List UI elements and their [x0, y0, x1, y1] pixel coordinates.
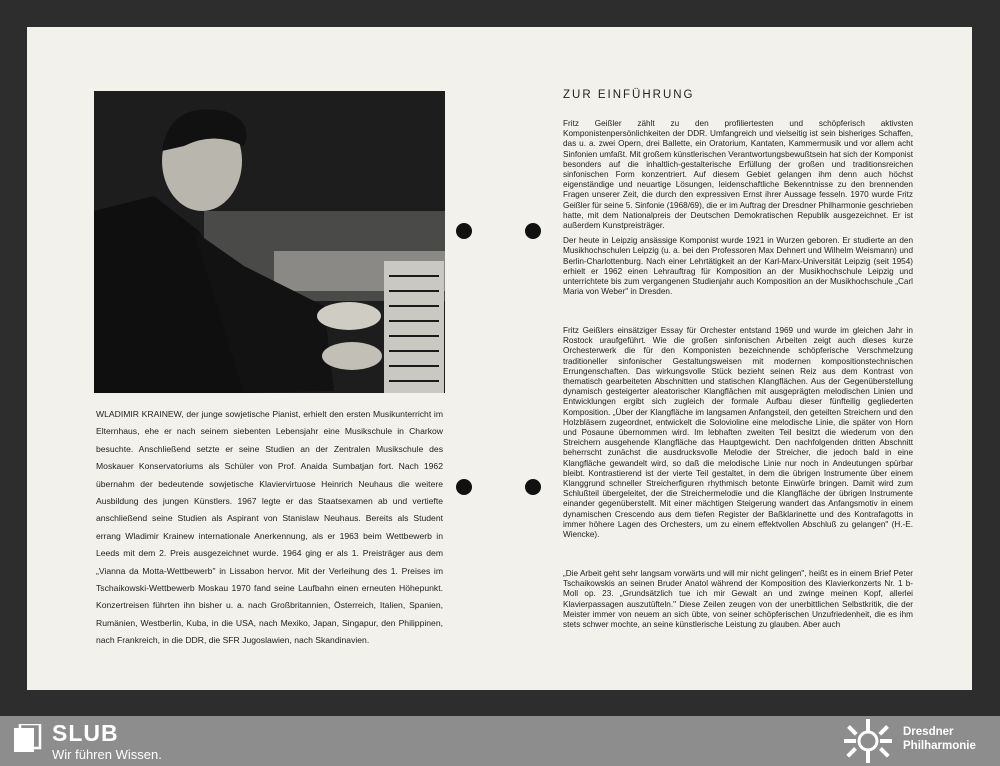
intro-paragraph-1: Fritz Geißler zählt zu den profiliertesten und schöpferisch aktivsten Komponistenpersönlichkeiten der DDR. Umfangreich und vielseitig ist sein bisheriges Schaffen, das u. a. zwei Opern, drei Ballette, ein Oratorium, Kantaten, Kammermusik und vor allem acht Sinfonien umfaßt. Mit großem künstlerischen Verantwortungsbewußtsein hat sich der Komponist besonders auf die inhaltlich-gestalterische Erfüllung der großen und traditionsreichen sinfonischen Form konzentriert. Auf diesem Gebiet gelangen ihm denn auch höchst eigenständige und neuartige Lösungen, leidenschaftliche Bekenntnisse zu den brennenden Fragen unserer Zeit, die durch den expressiven Ernst ihrer Aussage fesseln. 1970 wurde Fritz Geißler für seine 5. Sinfonie (1968/69), die er im Auftrag der Dresdner Philharmonie geschrieben hatte, mit dem Nationalpreis der Deutschen Demokratischen Republik ausgezeichnet. Er ist außerdem Kunstpreisträger. — [563, 119, 913, 231]
punch-hole — [456, 223, 472, 239]
punch-hole — [456, 479, 472, 495]
footer-bar — [0, 716, 1000, 766]
slub-name: SLUB — [52, 720, 119, 746]
intro-paragraph-3: Fritz Geißlers einsätziger Essay für Orchester entstand 1969 und wurde im gleichen Jahr in Rostock uraufgeführt. Wie die großen sinfonischen Arbeiten zeigt auch dieses kurze Orchesterwerk die für den Komponisten bezeichnende schöpferische Verschmelzung traditioneller sinfonischer Gestaltungsweisen mit modernen kompositionstechnischen Errungenschaften. Das wirkungsvolle Stück bezieht seinen Reiz aus dem Kontrast von thematisch gearbeiteten Abschnitten und statischen Klangflächen. Aus der Gegenüberstellung dynamisch gesteigerter aleatorischer Klangflächen mit ausgeprägten melodischen Linien und Entwicklungen ergibt sich zugleich der formale Aufbau dieser fünfteilig gegliederten Komposition. „Über der Klangfläche im langsamen Anfangsteil, den geteilten Streichern und den Holzbläsern zugeordnet, entwickelt die Solovioline eine melodische Linie, die später von Horn und Posaune übernommen wird. Im lebhaften zweiten Teil besitzt die wiederum von den Streichern ausgehende Klangfläche das Hauptgewicht. Den nachfolgenden dritten Abschnitt beherrscht zunächst die ausdrucksvolle Melodie der Streicher, die jedoch bald in eine Klangfläche gewandelt wird, so daß die melodische Linie nur noch in Andeutungen spürbar bleibt. Kontrastierend ist der vierte Teil gestaltet, in dem die übrigen Instrumente über einem Klanggrund schneller Streicherfiguren rhythmisch betonte Einwürfe bringen. Damit wird zum Schlußteil übergeleitet, der die Streichermelodie und die Klangfläche der übrigen Instrumente einander gegenüberstellt. Mit einer mächtigen Steigerung wandert das Anfangsmotiv in einem dynamischen Crescendo aus dem tiefen Register der Baßklarinette und des Kontrafagotts in immer höhere Lagen des Orchesters, um zu einem effektvollen Abschluß zu gelangen" (H.-E. Wiencke). — [563, 326, 913, 540]
introduction-text-middle — [563, 326, 913, 545]
slub-logo-icon — [12, 724, 42, 754]
philharmonie-name — [903, 725, 976, 753]
punch-hole — [525, 479, 541, 495]
punch-hole — [525, 223, 541, 239]
philharmonie-logo-icon — [842, 717, 894, 765]
introduction-text-bottom — [563, 569, 913, 635]
philharmonie-name-line1: Dresdner — [903, 726, 954, 738]
pianist-biography: WLADIMIR KRAINEW, der junge sowjetische Pianist, erhielt den ersten Musikunterricht im Elternhaus, ehe er nach seinem siebenten Lebensjahr eine Musikschule in Charkow besuchte. Anschließend setzte er seine Studien an der Zentralen Musikschule des Moskauer Konservatoriums als Schüler von Prof. Anaida Sumbatjan fort. Nach 1962 übernahm der bedeutende sowjetische Klaviervirtuose Heinrich Neuhaus die weitere Ausbildung des jungen Künstlers. 1967 legte er das Staatsexamen ab und vertiefte anschließend seine Studien als Aspirant von Stanislaw Neuhaus. Bereits als Student errang Wladimir Krainew internationale Anerkennung, als er 1963 beim Wettbewerb in Leeds mit dem 2. Preis ausgezeichnet wurde. 1964 ging er als 1. Preisträger aus dem „Vianna da Motta-Wettbewerb" in Lissabon hervor. Mit der Verleihung des 1. Preises im Tschaikowski-Wettbewerb Moskau 1970 fand seine Laufbahn einen erneuten Höhepunkt. Konzertreisen führten ihn bisher u. a. nach Großbritannien, Österreich, Italien, Spanien, Rumänien, Westberlin, Kuba, in die USA, nach Mexiko, Japan, Singapur, den Philippinen, nach Frankreich, in die DDR, die SFR Jugoslawien, nach Skandinavien. — [96, 409, 443, 646]
slub-tagline: Wir führen Wissen. — [52, 747, 162, 762]
section-title: ZUR EINFÜHRUNG — [563, 89, 695, 101]
intro-paragraph-2: Der heute in Leipzig ansässige Komponist wurde 1921 in Wurzen geboren. Er studierte an den Musikhochschulen Leipzig (u. a. bei den Professoren Max Dehnert und Wilhelm Weismann) und Berlin-Charlottenburg. Nach einer Lehrtätigkeit an der Karl-Marx-Universität Leipzig (seit 1954) erhielt er 1962 einen Lehrauftrag für Komposition an der Musikhochschule Leipzig und unterrichtete bis zum vergangenen Studienjahr auch Komposition an der Musikhochschule „Carl Maria von Weber" in Dresden. — [563, 236, 913, 297]
pianist-photo — [94, 91, 445, 393]
introduction-text-top — [563, 119, 913, 302]
intro-paragraph-4: „Die Arbeit geht sehr langsam vorwärts und will mir nicht gelingen", heißt es in einem Brief Peter Tschaikowskis an seinen Bruder Anatol während der Komposition des Klavierkonzerts Nr. 1 b-Moll op. 23. „Grundsätzlich tue ich mir Gewalt an und zwinge meinen Kopf, allerlei Klavierpassagen auszutüfteln." Diese Zeilen zeugen von der unerbittlichen Selbstkritik, die der Meister immer von neuem an sich übte, von seiner schöpferischen Unzufriedenheit, die es ihm stets schwer mochte, an seine künstlerische Leistung zu glauben. Aber auch — [563, 569, 913, 630]
philharmonie-name-line2: Philharmonie — [903, 740, 976, 752]
